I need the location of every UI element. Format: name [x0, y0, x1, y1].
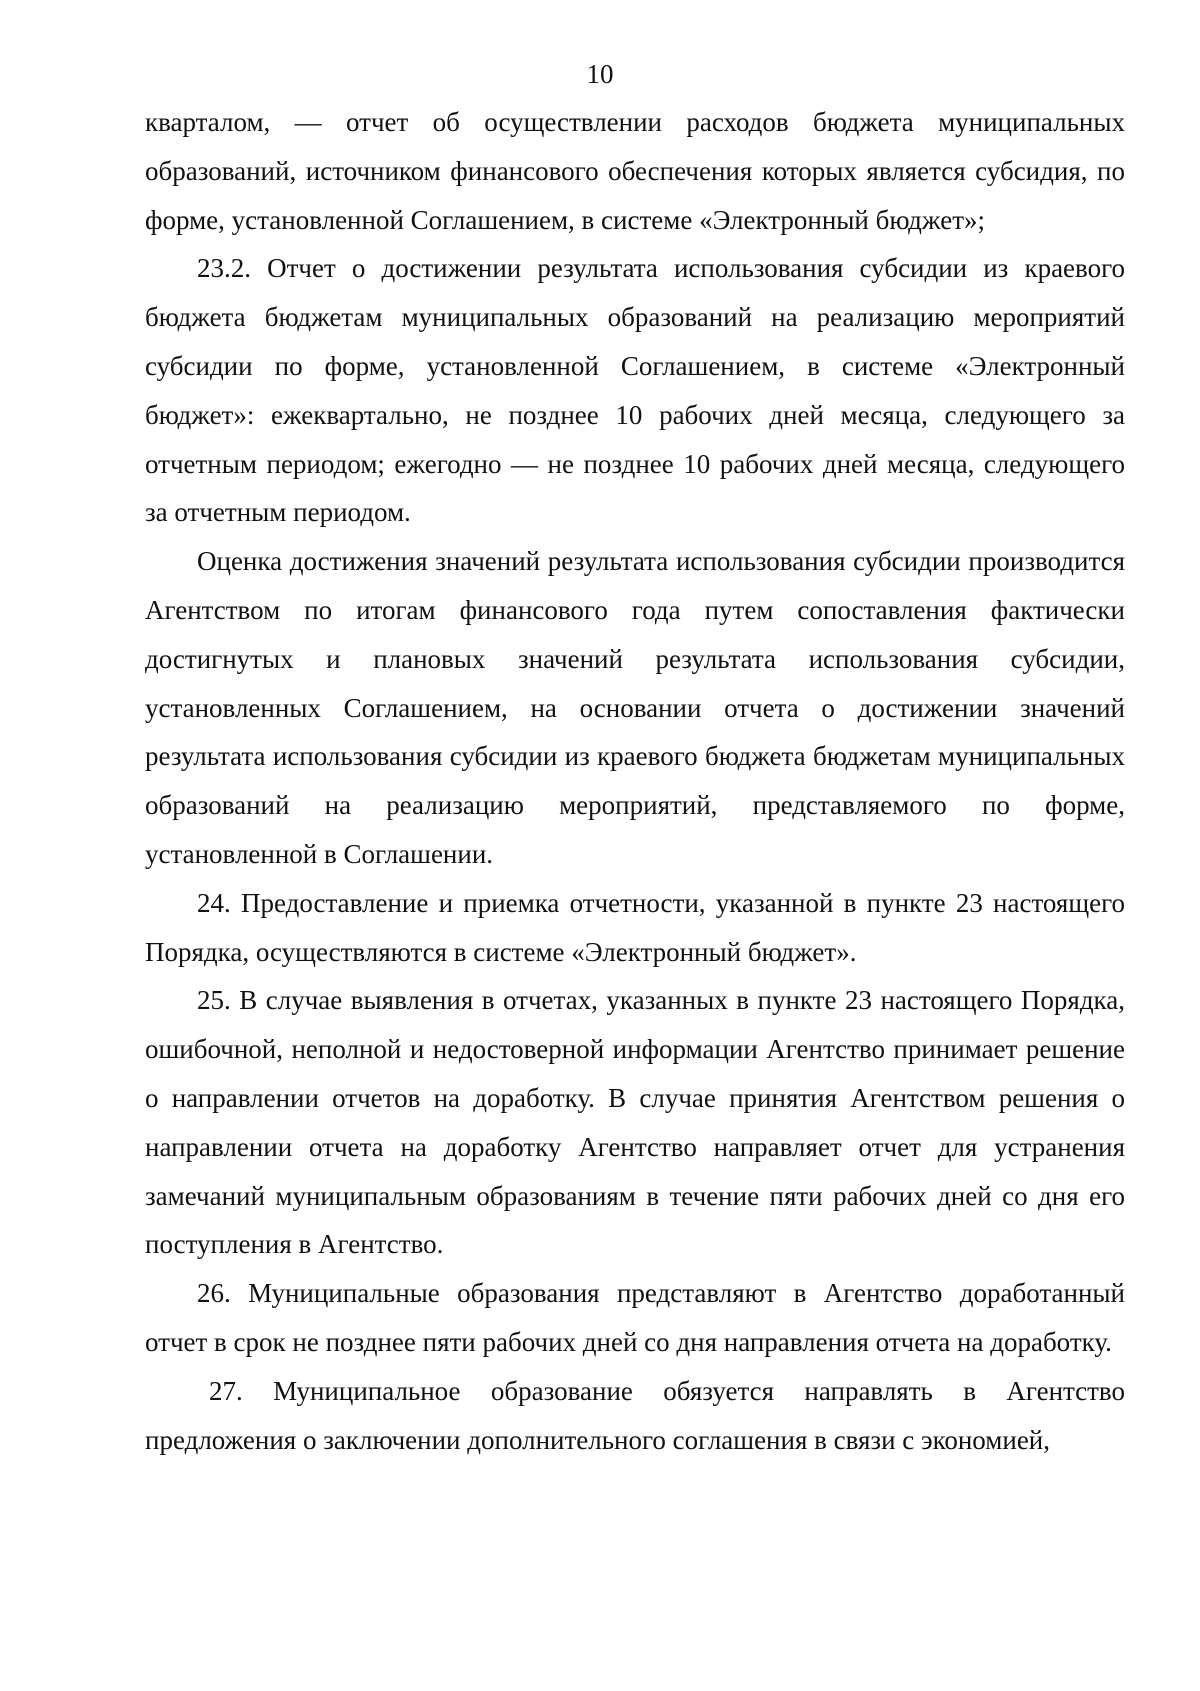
paragraph-24: 24. Предоставление и приемка отчетности, указанной в пункте 23 настоящего Порядка, осуществляются в системе «Электронный бюджет». — [145, 887, 1125, 967]
paragraph-continuation: кварталом, — отчет об осуществлении расходов бюджета муниципальных образований, источником финансового обеспечения которых является субсидия, по форме, установленной Соглашением, в системе «Электронный бюджет»; — [145, 107, 1125, 235]
paragraph-25: 25. В случае выявления в отчетах, указанных в пункте 23 настоящего Порядка, ошибочной, неполной и недостоверной информации Агентство принимает решение о направлении отчетов на доработку. В случае принятия Агентством решения о направлении отчета на доработку Агентство направляет отчет для устранения замечаний муниципальным образованиям в течение пяти рабочих дней со дня его поступления в Агентство. — [145, 985, 1125, 1260]
document-body — [145, 98, 1125, 1464]
paragraph-assessment: Оценка достижения значений результата использования субсидии производится Агентством по итогам финансового года путем сопоставления фактически достигнутых и плановых значений результата использования субсидии, установленных Соглашением, на основании отчета о достижении значений результата использования субсидии из краевого бюджета бюджетам муниципальных образований на реализацию мероприятий, представляемого по форме, установленной в Соглашении. — [145, 546, 1125, 869]
paragraph-23-2: 23.2. Отчет о достижении результата использования субсидии из краевого бюджета бюджетам муниципальных образований на реализацию мероприятий субсидии по форме, установленной Соглашением, в системе «Электронный бюджет»: ежеквартально, не позднее 10 рабочих дней месяца, следующего за отчетным периодом; ежегодно — не позднее 10 рабочих дней месяца, следующего за отчетным периодом. — [145, 253, 1125, 528]
paragraph-27: 27. Муниципальное образование обязуется направлять в Агентство предложения о заключении дополнительного соглашения в связи с экономией, — [145, 1375, 1125, 1455]
page-number: 10 — [586, 59, 614, 89]
paragraph-26: 26. Муниципальные образования представляют в Агентство доработанный отчет в срок не позднее пяти рабочих дней со дня направления отчета на доработку. — [145, 1278, 1125, 1357]
